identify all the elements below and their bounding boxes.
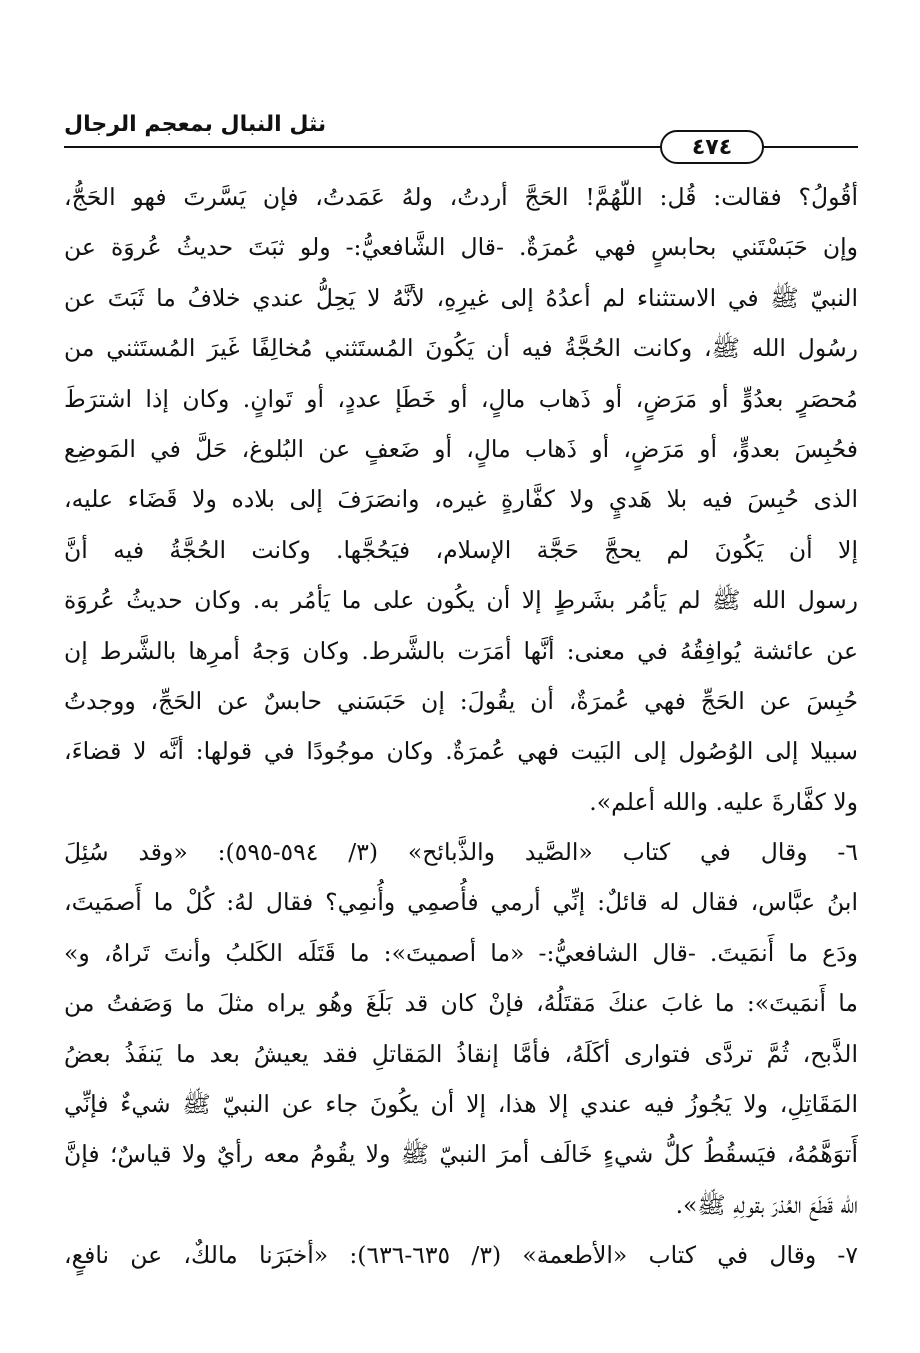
text-line: فحُبِسَ بعدوٍّ، أو مَرَضٍ، أو ذَهاب مالٍ، أو ضَعفٍ عن البُلوغ، حَلَّ في المَوضِع — [64, 434, 858, 463]
text-line: ودَع ما أَنمَيتَ. -قال الشافعيُّ:- «ما أصميتَ»: ما قَتَلَه الكَلبُ وأنتَ تَراهُ، و» — [64, 938, 858, 967]
text-line: رسول الله ﷺ لم يَأمُر بشَرطٍ إلا أن يكُون على ما يَأمُر به. وكان حديثُ عُروَة — [64, 586, 858, 615]
text-line: النبيّ ﷺ في الاستثناء لم أعدُهُ إلى غيرِهِ، لأنَّهُ لا يَحِلُّ عندي خلافُ ما ثَبَتَ عن — [64, 283, 858, 312]
text-line: وإن حَبَسْتَني بحابسٍ فهي عُمرَةٌ. -قال الشَّافعيُّ:- ولو ثبَتَ حديثُ عُروَة عن — [64, 233, 858, 262]
body-text — [64, 172, 858, 1281]
text-line: حُبِسَ عن الحَجِّ فهي عُمرَةٌ، أن يقُولَ: إن حَبَسَني حابسٌ عن الحَجِّ، ووجدتُ — [64, 686, 858, 715]
running-header-title: نثل النبال بمعجم الرجال — [64, 112, 327, 137]
text-line: ابنُ عبَّاس، فقال له قائلٌ: إنِّي أرمي فأُصمِي وأُنمِي؟ فقال لهُ: كُلْ ما أَصمَيتَ، — [64, 888, 858, 917]
text-line: المَقَاتِلِ، ولا يَجُوزُ فيه عندي إلا هذا، إلا أن يكُونَ جاء عن النبيّ ﷺ شيءٌ فإنِّي — [64, 1090, 858, 1119]
text-line: الذَّبح، ثُمَّ تردَّى فتوارى أكَلَهُ، فأمَّا إنقاذُ المَقاتلِ فقد يعيشُ بعد ما يَنفَذُ بعضُ — [64, 1039, 858, 1068]
text-line: رسُول الله ﷺ، وكانت الحُجَّةُ فيه أن يَكُونَ المُستَثني مُخالِفًا غَيرَ المُستَثني من — [64, 334, 858, 363]
text-line: مُحصَرٍ بعدُوٍّ أو مَرَضٍ، أو ذَهاب مالٍ، أو خَطَإ عددٍ، أو تَوانٍ. وكان إذا اشترَطَ — [64, 384, 858, 413]
text-line: أقُولُ؟ فقالت: قُل: اللّهُمَّ! الحَجَّ أردتُ، ولهُ عَمَدتُ، فإن يَسَّرتَ فهو الحَجُّ، — [64, 183, 858, 211]
text-line: ٦- وقال في كتاب «الصَّيد والذَّبائح» (٣/ ٥٩٤-٥٩٥): «وقد سُئِلَ — [64, 838, 858, 867]
text-line: عن عائشة يُوافِقُهُ في معنى: أنَّها أمَرَت بالشَّرط. وكان وَجهُ أمرِها بالشَّرط إن — [64, 636, 858, 665]
paragraph-end-line: الله قَطَعَ العُذرَ بقولِهِ ﷺ». — [675, 1190, 858, 1219]
text-line: سبيلا إلى الوُصُول إلى البَيت فهي عُمرَةٌ. وكان موجُودًا في قولها: أنَّه لا قضاءَ، — [64, 737, 858, 766]
paragraph-end-line: ولا كفَّارةَ عليه. والله أعلم». — [589, 787, 858, 816]
text-line: ٧- وقال في كتاب «الأطعمة» (٣/ ٦٣٥-٦٣٦): «أخبَرَنا مالكٌ، عن نافعٍ، — [64, 1241, 858, 1270]
text-line: ما أَنمَيتَ»: ما غابَ عنكَ مَقتَلُهُ، فإنْ كان قد بَلَغَ وهُو يراه مثلَ ما وَصَفتُ من — [64, 989, 858, 1018]
page-number: ٤٧٤ — [660, 130, 764, 164]
text-line: إلا أن يَكُونَ لم يحجَّ حَجَّة الإسلام، فيَحُجَّها. وكانت الحُجَّةُ فيه أنَّ — [64, 535, 858, 564]
text-line: أَتوَهَّمُهُ، فيَسقُطُ كلُّ شيءٍ خَالَف أمرَ النبيّ ﷺ ولا يقُومُ معه رأيٌ ولا قياسٌ؛ فإنَّ — [64, 1140, 858, 1169]
text-line: الذى حُبِسَ فيه بلا هَديٍ ولا كفَّارةٍ غيره، وانصَرَفَ إلى بلاده ولا قَضَاء عليه، — [64, 485, 858, 514]
